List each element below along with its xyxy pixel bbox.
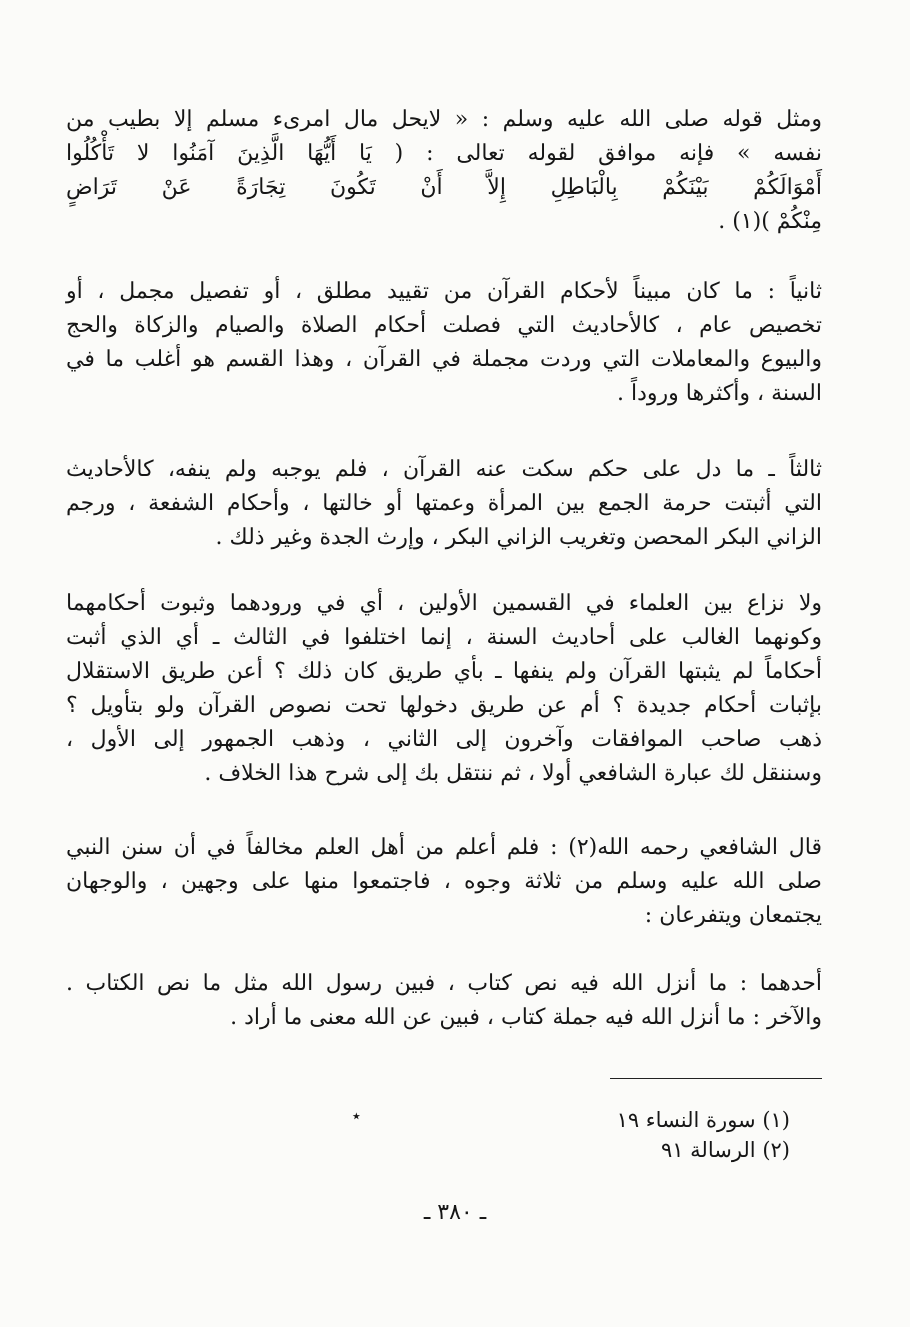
- text-line: الزاني البكر المحصن وتغريب الزاني البكر ، وإرث الجدة وغير ذلك .: [215, 525, 822, 550]
- text-line: التي أثبتت حرمة الجمع بين المرأة وعمتها أو خالتها ، وأحكام الشفعة ، ورجم: [66, 491, 822, 516]
- text-line: ولا نزاع بين العلماء في القسمين الأولين ، أي في ورودهما وثبوت أحكامهما: [66, 591, 822, 616]
- footnote-1: (١) سورة النساء ١٩: [616, 1108, 790, 1132]
- text-line: تخصيص عام ، كالأحاديث التي فصلت أحكام الصلاة والصيام والزكاة والحج: [66, 313, 822, 338]
- text-line: ومثل قوله صلى الله عليه وسلم : « لايحل مال امرىء مسلم إلا بطيب من: [66, 107, 822, 132]
- text-line: ثانياً : ما كان مبيناً لأحكام القرآن من تقييد مطلق ، أو تفصيل مجمل ، أو: [66, 279, 822, 304]
- text-line: ثالثاً ـ ما دل على حكم سكت عنه القرآن ، فلم يوجبه ولم ينفه، كالأحاديث: [66, 457, 822, 482]
- paragraph-two-aspects: [66, 967, 822, 1035]
- footnote-2: (٢) الرسالة ٩١: [660, 1138, 790, 1162]
- paragraph-second-type: [66, 275, 822, 411]
- paragraph-third-type: [66, 453, 822, 555]
- text-line: السنة ، وأكثرها وروداً .: [616, 381, 822, 406]
- text-line: والآخر : ما أنزل الله فيه جملة كتاب ، فبين عن الله معنى ما أراد .: [230, 1005, 822, 1030]
- text-line: صلى الله عليه وسلم من ثلاثة وجوه ، فاجتمعوا منها على وجهين ، والوجهان: [66, 869, 822, 894]
- page-number: ـ ٣٨٠ ـ: [423, 1200, 487, 1225]
- text-line: بإثبات أحكام جديدة ؟ أم عن طريق دخولها تحت نصوص القرآن ولو بتأويل ؟: [66, 693, 822, 718]
- text-line: والبيوع والمعاملات التي وردت مجملة في القرآن ، وهذا القسم هو أغلب ما في: [66, 347, 822, 372]
- quran-verse-line: مِنْكُمْ )(١) .: [718, 209, 822, 234]
- text-line: أحكاماً لم يثبتها القرآن ولم ينفها ـ بأي طريق كان ذلك ؟ أعن طريق الاستقلال: [66, 659, 822, 684]
- quran-verse-line: أَمْوَالَكُمْ بَيْنَكُمْ بِالْبَاطِلِ إِلاَّ أَنْ تَكُونَ تِجَارَةً عَنْ تَرَاضٍ: [66, 175, 822, 200]
- paragraph-hadith-example: [66, 103, 822, 239]
- text-line: وكونهما الغالب على أحاديث السنة ، إنما اختلفوا في الثالث ـ أي الذي أثبت: [66, 625, 822, 650]
- footnote-divider: [610, 1078, 822, 1079]
- text-line: نفسه » فإنه موافق لقوله تعالى : ( يَا أَيُّهَا الَّذِينَ آمَنُوا لا تَأْكُلُوا: [66, 141, 822, 166]
- text-line: ذهب صاحب الموافقات وآخرون إلى الثاني ، وذهب الجمهور إلى الأول ،: [66, 727, 823, 752]
- stray-mark: ٭: [352, 1106, 361, 1125]
- text-line: وسننقل لك عبارة الشافعي أولا ، ثم ننتقل بك إلى شرح هذا الخلاف .: [204, 761, 822, 786]
- text-line: قال الشافعي رحمه الله(٢) : فلم أعلم من أهل العلم مخالفاً في أن سنن النبي: [66, 835, 822, 860]
- text-line: يجتمعان ويتفرعان :: [644, 903, 822, 928]
- paragraph-scholars-dispute: [66, 587, 822, 791]
- paragraph-shafii-quote: [66, 831, 822, 933]
- text-line: أحدهما : ما أنزل الله فيه نص كتاب ، فبين رسول الله مثل ما نص الكتاب .: [66, 971, 822, 996]
